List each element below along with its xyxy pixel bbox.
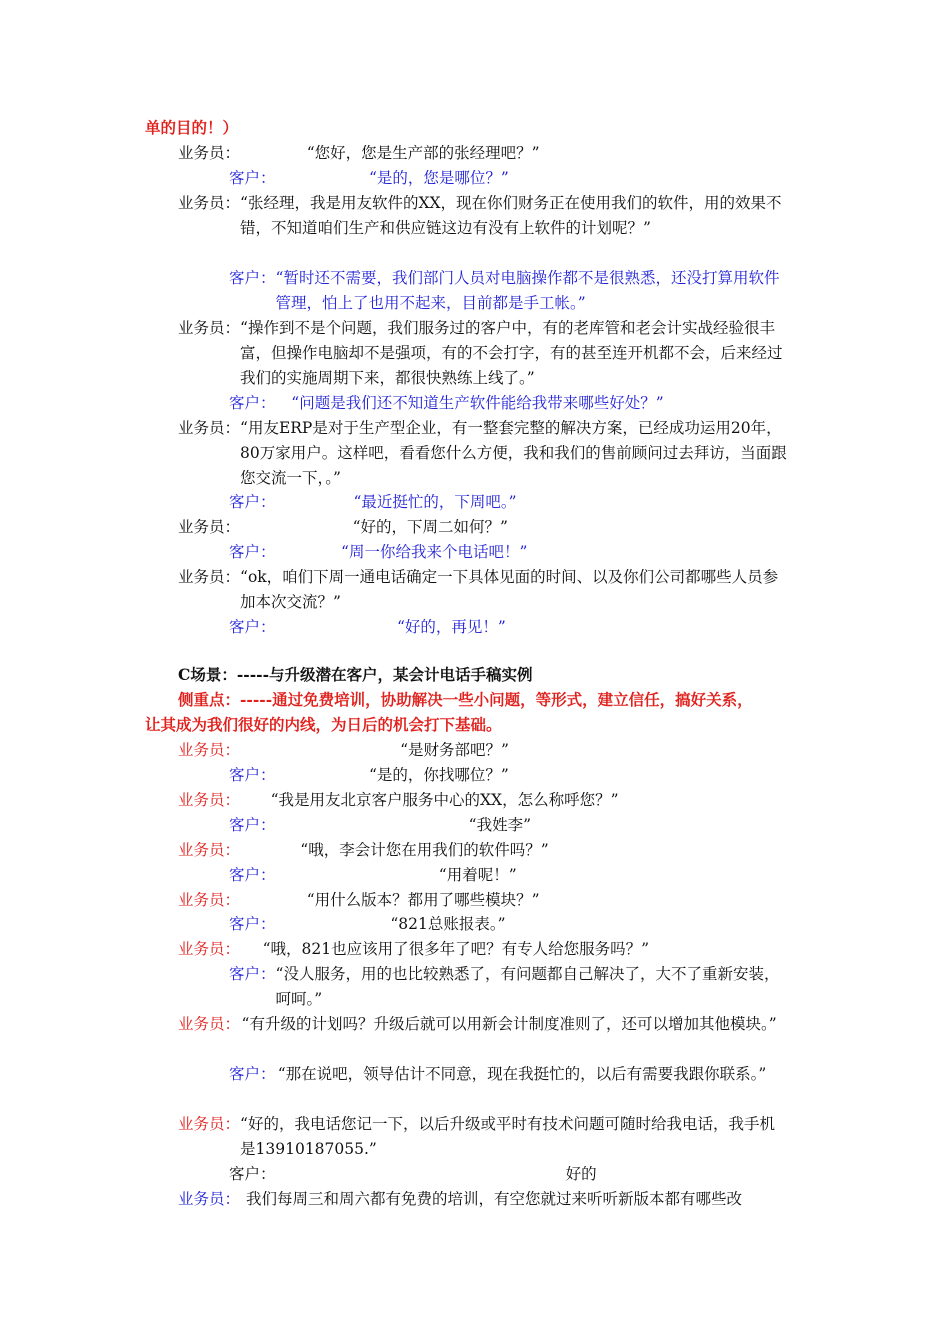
- dialogue-c-9: [229, 962, 790, 1012]
- dialogue-text: “张经理，我是用友软件的XX，现在你们财务正在使用我们的软件，用的效果不错，不知道咱们生产和供应链这边有没有上软件的计划呢？”: [240, 194, 782, 237]
- dialogue-c-12: [178, 1112, 790, 1162]
- dialogue-b-5: [229, 391, 790, 416]
- speaker-label: 业务员：: [178, 1115, 241, 1133]
- speaker-label: 业务员：: [178, 891, 241, 909]
- dialogue-text: “最近挺忙的，下周吧。”: [353, 493, 517, 511]
- dialogue-c-4: [178, 838, 790, 863]
- dialogue-c-3: [229, 813, 790, 838]
- dialogue-b-10: [178, 565, 790, 615]
- dialogue-b-0: [178, 141, 790, 166]
- dialogue-c-14: [178, 1187, 790, 1212]
- dialogue-c-13: [229, 1162, 790, 1187]
- speaker-label: 业务员：: [178, 144, 241, 162]
- speaker-label: 客户：: [229, 1065, 276, 1083]
- speaker-label: 业务员：: [178, 841, 241, 859]
- dialogue-text: “用友ERP是对于生产型企业，有一整套完整的解决方案，已经成功运用20年，80万家用户。这样吧，看看您什么方便，我和我们的售前顾问过去拜访，当面跟您交流一下，。”: [240, 419, 787, 487]
- dialogue-b-11: [229, 615, 790, 640]
- dialogue-text: “没人服务，用的也比较熟悉了，有问题都自己解决了，大不了重新安装，呵呵。”: [275, 965, 780, 1008]
- dialogue-c-5: [229, 863, 790, 888]
- speaker-label: 业务员：: [178, 568, 241, 586]
- dialogue-text: “好的，再见！”: [396, 618, 506, 636]
- dialogue-c-0: [178, 738, 790, 763]
- speaker-label: 客户：: [229, 618, 276, 636]
- speaker-label: 业务员：: [178, 741, 241, 759]
- speaker-label: 业务员：: [178, 518, 241, 536]
- dialogue-text: “用什么版本？都用了哪些模块？”: [306, 891, 540, 909]
- dialogue-b-1: [229, 166, 790, 191]
- speaker-label: 业务员：: [178, 791, 241, 809]
- dialogue-text: 好的: [565, 1165, 597, 1183]
- dialogue-text: “我姓李”: [468, 816, 532, 834]
- dialogue-text: “周一你给我来个电话吧！”: [341, 543, 528, 561]
- speaker-label: 客户：: [229, 816, 276, 834]
- speaker-label: 业务员：: [178, 419, 241, 437]
- speaker-label: 业务员：: [178, 1190, 241, 1208]
- dialogue-text: “是的，你找哪位？”: [369, 766, 509, 784]
- dialogue-b-3: [229, 266, 790, 316]
- dialogue-text: “是的，您是哪位？”: [369, 169, 509, 187]
- dialogue-text: “那在说吧，领导估计不同意，现在我挺忙的，以后有需要我跟你联系。”: [277, 1065, 767, 1083]
- dialogue-c-7: [229, 912, 790, 937]
- dialogue-text: “哦，821也应该用了很多年了吧？有专人给您服务吗？”: [262, 940, 650, 958]
- dialogue-b-6: [178, 416, 790, 491]
- dialogue-c-10: [178, 1012, 790, 1037]
- speaker-label: 客户：: [229, 1165, 276, 1183]
- speaker-label: 业务员：: [178, 319, 241, 337]
- dialogue-c-1: [229, 763, 790, 788]
- dialogue-text: “您好，您是生产部的张经理吧？”: [306, 144, 540, 162]
- speaker-label: 客户：: [229, 866, 276, 884]
- dialogue-b-2: [178, 191, 790, 241]
- dialogue-b-9: [229, 540, 790, 565]
- speaker-label: 客户：: [229, 965, 276, 983]
- dialogue-c-2: [178, 788, 790, 813]
- dialogue-text: “好的，我电话您记一下，以后升级或平时有技术问题可随时给我电话，我手机是13910187055.”: [240, 1115, 775, 1158]
- speaker-label: 客户：: [229, 766, 276, 784]
- dialogue-text: “好的，下周二如何？”: [352, 518, 508, 536]
- dialogue-text: “ok，咱们下周一通电话确定一下具体见面的时间、以及你们公司都哪些人员参加本次交流？”: [240, 568, 779, 611]
- dialogue-text: “哦，李会计您在用我们的软件吗？”: [300, 841, 549, 859]
- speaker-label: 业务员：: [178, 194, 241, 212]
- scene-c-focus-line1: 侧重点：-----通过免费培训，协助解决一些小问题，等形式，建立信任，搞好关系，: [178, 690, 753, 709]
- dialogue-b-7: [229, 490, 790, 515]
- dialogue-text: 我们每周三和周六都有免费的培训，有空您就过来听听新版本都有哪些改: [246, 1190, 743, 1208]
- speaker-label: 客户：: [229, 394, 276, 412]
- dialogue-b-8: [178, 515, 790, 540]
- dialogue-text: “用着呢！”: [438, 866, 517, 884]
- speaker-label: 客户：: [229, 269, 276, 287]
- dialogue-text: “821总账报表。”: [390, 915, 506, 933]
- speaker-label: 客户：: [229, 493, 276, 511]
- dialogue-text: “我是用友北京客户服务中心的XX，怎么称呼您？”: [270, 791, 619, 809]
- dialogue-text: “是财务部吧？”: [400, 741, 509, 759]
- dialogue-text: “有升级的计划吗？升级后就可以用新会计制度准则了，还可以增加其他模块。”: [241, 1015, 777, 1033]
- speaker-label: 业务员：: [178, 940, 241, 958]
- top-fragment: 单的目的！）: [145, 118, 239, 137]
- dialogue-text: “暂时还不需要，我们部门人员对电脑操作都不是很熟悉，还没打算用软件管理，怕上了也用不起来，目前都是手工帐。”: [275, 269, 780, 312]
- speaker-label: 业务员：: [178, 1015, 241, 1033]
- dialogue-b-4: [178, 316, 790, 391]
- speaker-label: 客户：: [229, 915, 276, 933]
- speaker-label: 客户：: [229, 543, 276, 561]
- dialogue-text: “操作到不是个问题，我们服务过的客户中，有的老库管和老会计实战经验很丰富，但操作电脑却不是强项，有的不会打字，有的甚至连开机都不会，后来经过我们的实施周期下来，都很快熟练上线了。”: [240, 319, 783, 387]
- speaker-label: 客户：: [229, 169, 276, 187]
- dialogue-text: “问题是我们还不知道生产软件能给我带来哪些好处？”: [291, 394, 664, 412]
- dialogue-c-6: [178, 888, 790, 913]
- scene-c-title: C场景：-----与升级潜在客户，某会计电话手稿实例: [178, 665, 533, 684]
- dialogue-c-8: [178, 937, 790, 962]
- dialogue-c-11: [229, 1062, 790, 1087]
- scene-c-focus-line2: 让其成为我们很好的内线，为日后的机会打下基础。: [145, 715, 502, 734]
